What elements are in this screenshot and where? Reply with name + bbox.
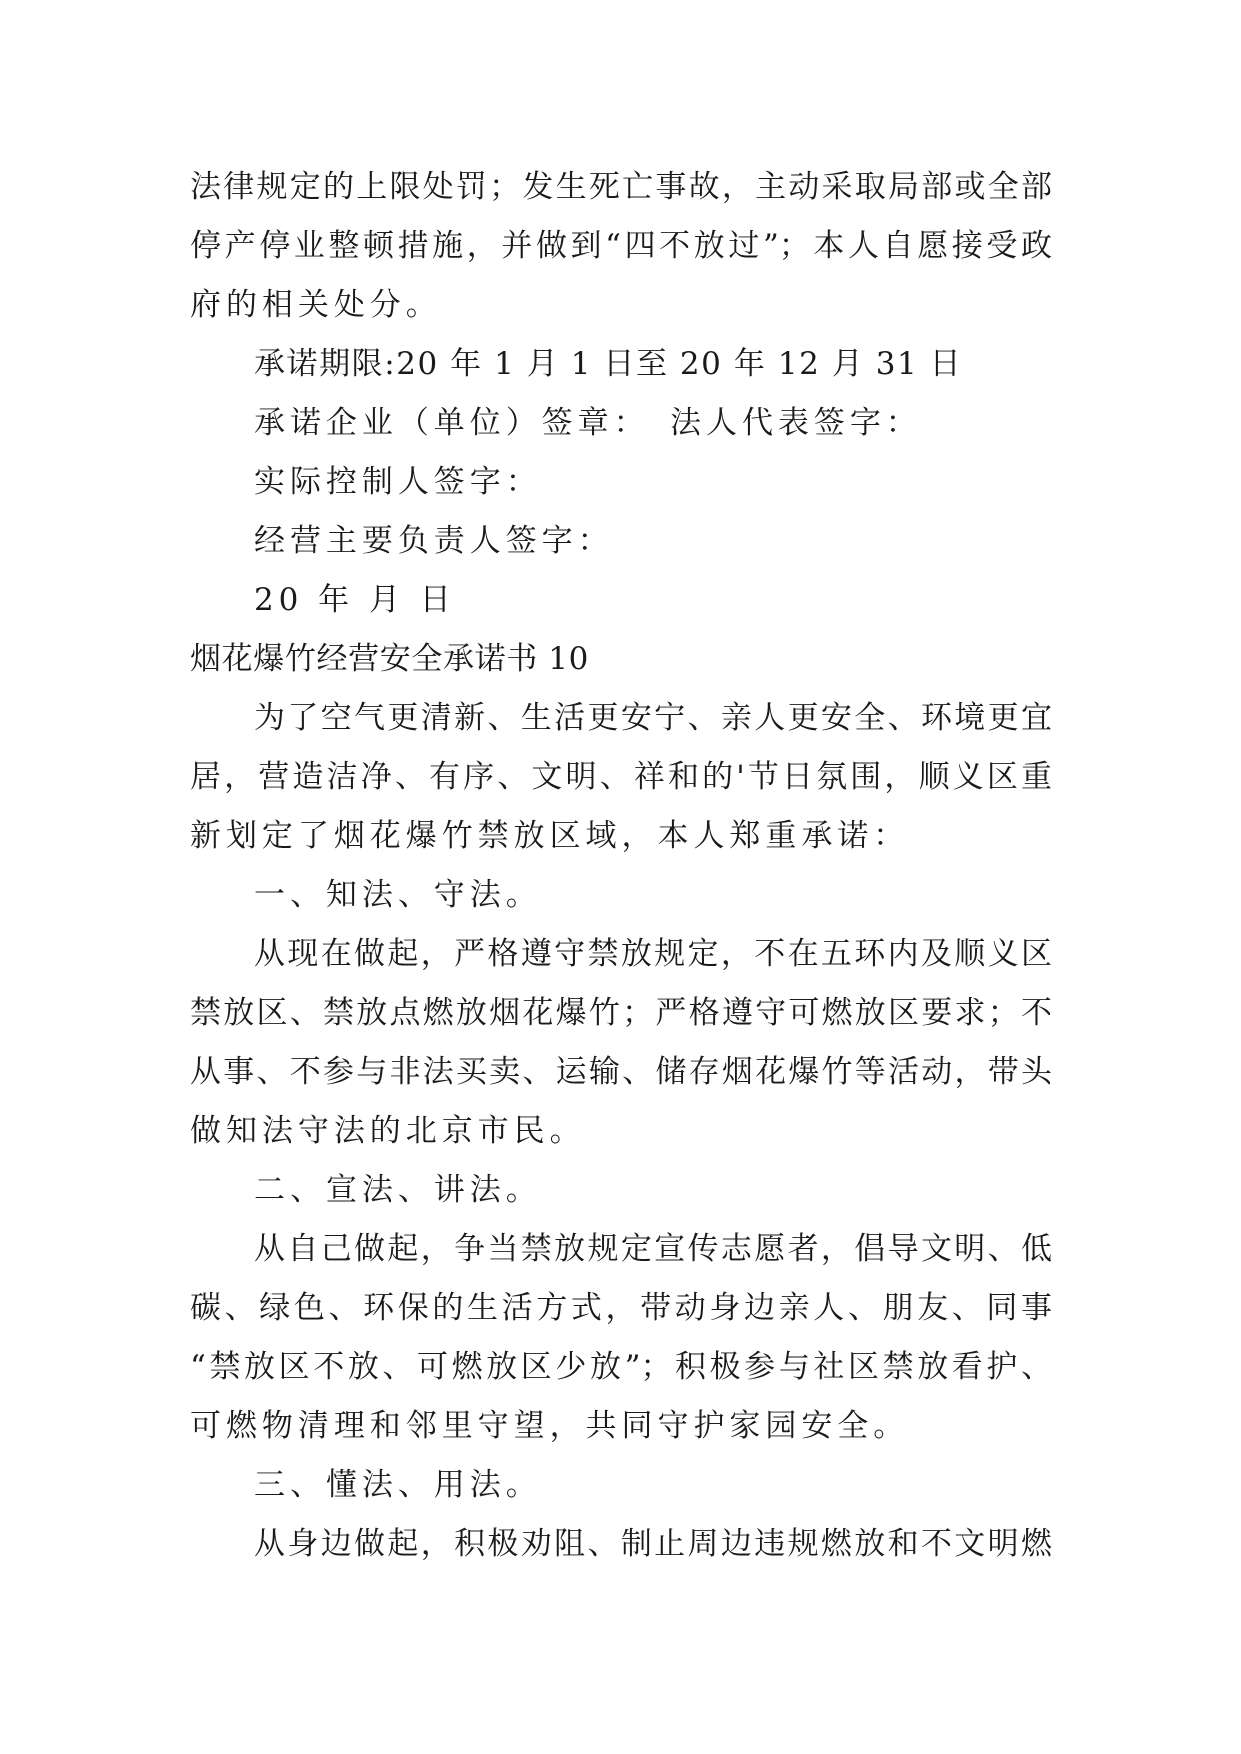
signature-manager-line: 经营主要负责人签字： — [254, 523, 614, 559]
text-line: 府的相关处分。 — [190, 287, 442, 323]
text-line: 做知法守法的北京市民。 — [190, 1113, 586, 1149]
signature-company-line: 承诺企业（单位）签章： 法人代表签字： — [254, 405, 922, 441]
commitment-period: 承诺期限:20 年 1 月 1 日至 20 年 12 月 31 日 — [254, 346, 963, 382]
text-line: 法律规定的上限处罚；发生死亡事故，主动采取局部或全部 — [190, 169, 1052, 205]
text-line: 从自己做起，争当禁放规定宣传志愿者，倡导文明、低 — [254, 1231, 1052, 1267]
text-line: 碳、绿色、环保的生活方式，带动身边亲人、朋友、同事 — [190, 1290, 1052, 1326]
text-line: 新划定了烟花爆竹禁放区域，本人郑重承诺： — [190, 818, 910, 854]
date-line: 20 年 月 日 — [254, 582, 456, 618]
heading-item-2: 二、宣法、讲法。 — [254, 1172, 542, 1208]
text-line: 可燃物清理和邻里守望，共同守护家园安全。 — [190, 1408, 910, 1444]
text-line: “禁放区不放、可燃放区少放”；积极参与社区禁放看护、 — [190, 1349, 1052, 1385]
text-line: 从身边做起，积极劝阻、制止周边违规燃放和不文明燃 — [254, 1526, 1052, 1562]
text-line: 为了空气更清新、生活更安宁、亲人更安全、环境更宜 — [254, 700, 1052, 736]
text-line: 居，营造洁净、有序、文明、祥和的'节日氛围，顺义区重 — [190, 759, 1052, 795]
text-line: 停产停业整顿措施，并做到“四不放过”；本人自愿接受政 — [190, 228, 1052, 264]
heading-item-3: 三、懂法、用法。 — [254, 1467, 542, 1503]
text-line: 禁放区、禁放点燃放烟花爆竹；严格遵守可燃放区要求；不 — [190, 995, 1052, 1031]
text-line: 从事、不参与非法买卖、运输、储存烟花爆竹等活动，带头 — [190, 1054, 1052, 1090]
text-line: 从现在做起，严格遵守禁放规定，不在五环内及顺义区 — [254, 936, 1052, 972]
heading-item-1: 一、知法、守法。 — [254, 877, 542, 913]
signature-controller-line: 实际控制人签字： — [254, 464, 542, 500]
section-title: 烟花爆竹经营安全承诺书 10 — [190, 641, 589, 677]
document-page — [190, 158, 1052, 1574]
